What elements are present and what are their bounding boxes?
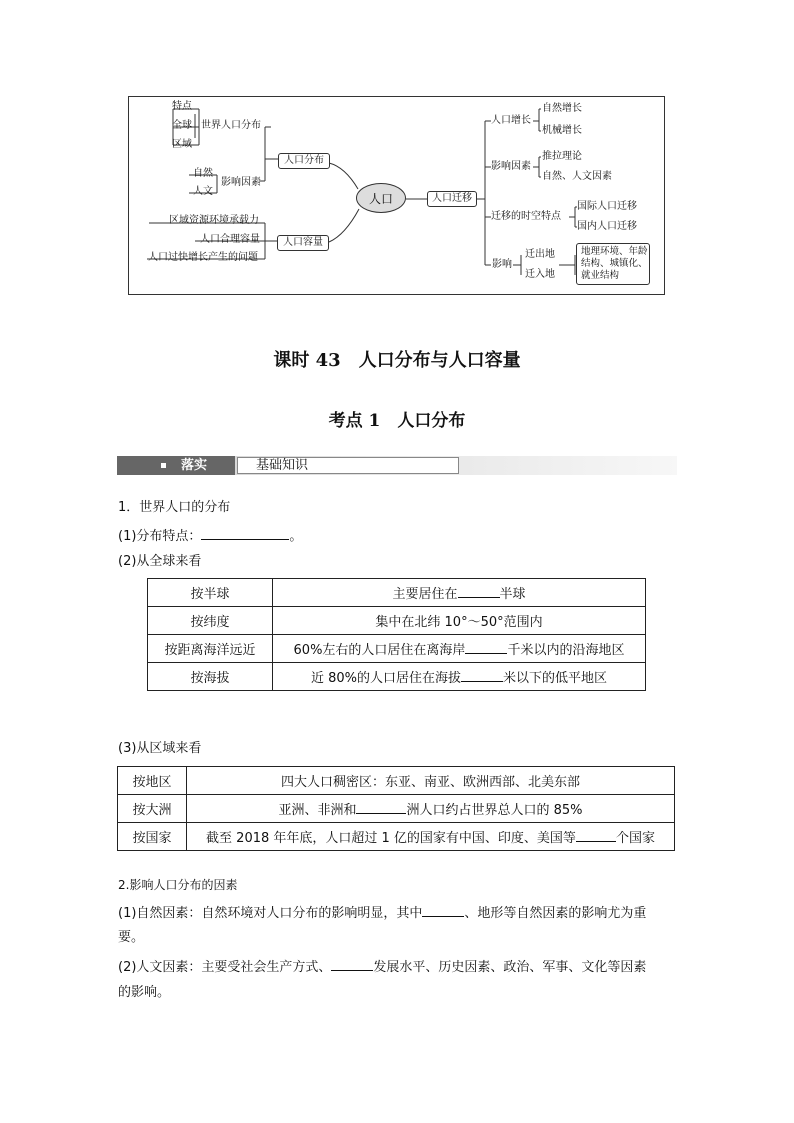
mm-item-features: 特点 [172,101,192,112]
section-banner [117,456,677,475]
answer-blank[interactable] [576,828,616,842]
q1-sub1-prefix: (1)分布特点： [118,529,202,544]
table-key: 按纬度 [148,607,273,635]
table-key: 按半球 [148,579,273,607]
table-key: 按海拔 [148,663,273,691]
table-value [273,579,646,607]
mind-map [128,96,665,295]
q1-sub1 [118,526,302,546]
mm-impact-line: 地理环境、年龄 [581,246,648,257]
q1-heading: 1．世界人口的分布 [118,500,231,515]
mm-reasonable-capacity: 人口合理容量 [200,234,260,245]
mm-item-human: 人文 [193,186,213,197]
mm-impact: 影响 [492,259,512,270]
banner-tag-label: 落实 [181,458,208,473]
mm-population-capacity: 人口容量 [277,235,329,251]
mm-impact-line: 结构、城镇化、 [581,258,648,269]
mm-impact-line: 就业结构 [581,270,620,281]
q2-text: (1)自然因素：自然环境对人口分布的影响明显，其中 [118,906,423,921]
mm-left-factors: 影响因素 [221,177,261,188]
answer-blank[interactable] [422,903,464,917]
mm-impact-result [576,243,650,285]
mm-spacetime-features: 迁移的时空特点 [491,211,561,222]
mm-fast-growth-problems: 人口过快增长产生的问题 [148,252,258,263]
regional-distribution-table [117,766,675,851]
table-value [187,823,675,851]
table-row [148,579,646,607]
q2-natural [118,903,646,923]
mm-international-migration: 国际人口迁移 [577,201,637,212]
lesson-title: 课时 43 人口分布与人口容量 [273,350,521,371]
cell-text: 洲人口约占世界总人口的 85% [406,803,583,818]
table-value [187,795,675,823]
q2-natural-line2: 要。 [118,930,145,945]
q2-text: (2)人文因素：主要受社会生产方式、 [118,960,332,975]
mm-natural-growth: 自然增长 [542,103,582,114]
table-key: 按大洲 [118,795,187,823]
mm-mechanical-growth: 机械增长 [542,125,582,136]
mm-item-global: 全球 [172,120,192,131]
table-key: 按国家 [118,823,187,851]
mm-center-population: 人口 [356,183,406,213]
cell-text: 60%左右的人口居住在离海岸 [293,643,466,658]
answer-blank[interactable] [461,668,503,682]
cell-text: 主要居住在 [392,587,458,602]
cell-text: 集中在北纬 10°～50°范围内 [375,615,543,630]
mm-population-distribution: 人口分布 [278,153,330,169]
table-row [148,607,646,635]
q2-text: 、地形等自然因素的影响尤为重 [464,906,647,921]
global-distribution-table [147,578,646,691]
cell-text: 千米以内的沿海地区 [507,643,625,658]
cell-text: 半球 [499,587,526,602]
q2-human [118,957,646,977]
banner-label-box [237,457,459,474]
cell-text: 个国家 [615,831,655,846]
mm-natural-human-factors: 自然、人文因素 [542,171,612,182]
q2-text: 发展水平、历史因素、政治、军事、文化等因素 [373,960,647,975]
cell-text: 亚洲、非洲和 [278,803,357,818]
q1-sub2: (2)从全球来看 [118,554,202,569]
cell-text: 四大人口稠密区：东亚、南亚、欧洲西部、北美东部 [280,775,580,790]
mm-right-factors: 影响因素 [491,161,531,172]
section-title: 考点 1 人口分布 [328,411,466,431]
mm-domestic-migration: 国内人口迁移 [577,221,637,232]
banner-label: 基础知识 [256,458,309,473]
table-value [273,663,646,691]
banner-tag [117,456,235,475]
answer-blank[interactable] [201,526,289,540]
mm-migration: 人口迁移 [427,191,477,207]
q2-heading: 2.影响人口分布的因素 [118,878,238,892]
table-row [148,635,646,663]
table-value [273,607,646,635]
table-key: 按地区 [118,767,187,795]
mm-world-distribution: 世界人口分布 [201,120,261,131]
mm-carrying-capacity: 区域资源环境承载力 [169,215,259,226]
mm-push-pull: 推拉理论 [542,151,582,162]
answer-blank[interactable] [356,800,406,814]
cell-text: 截至 2018 年年底，人口超过 1 亿的国家有中国、印度、美国等 [206,831,576,846]
answer-blank[interactable] [465,640,507,654]
table-row [118,823,675,851]
table-value [187,767,675,795]
cell-text: 米以下的低平地区 [503,671,608,686]
table-row [118,795,675,823]
q1-sub3: (3)从区域来看 [118,741,202,756]
q2-human-line2: 的影响。 [118,985,171,1000]
cell-text: 近 80%的人口居住在海拔 [310,671,461,686]
mm-population-growth: 人口增长 [491,115,531,126]
answer-blank[interactable] [331,957,373,971]
square-bullet-icon [161,463,166,468]
table-value [273,635,646,663]
answer-blank[interactable] [458,584,500,598]
mm-item-region: 区域 [172,139,192,150]
table-row [148,663,646,691]
table-key: 按距离海洋远近 [148,635,273,663]
table-row [118,767,675,795]
mm-immigration-area: 迁入地 [525,269,555,280]
mm-item-natural: 自然 [193,168,213,179]
mm-emigration-area: 迁出地 [525,249,555,260]
q1-sub1-suffix: 。 [289,529,303,544]
